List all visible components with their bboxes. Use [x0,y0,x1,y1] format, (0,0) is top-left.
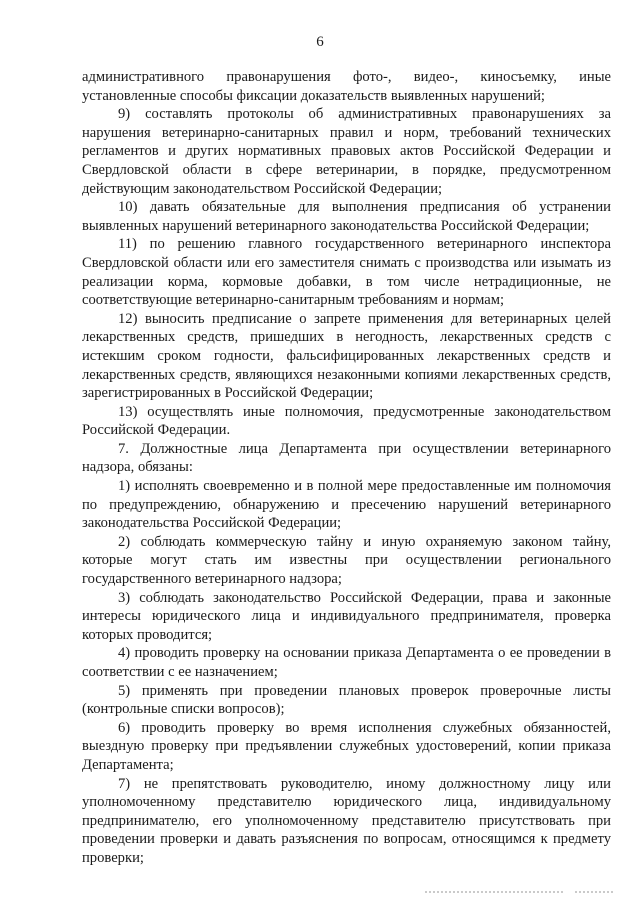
paragraph-duty-1: 1) исполнять своевременно и в полной мере предоставленные им полномочия по предупреждению, обнаружению и пресечению нарушений ветеринарного законодательства Российской Федерации; [82,478,611,532]
scan-artifact-line [575,891,615,893]
paragraph-section-7: 7. Должностные лица Департамента при осуществлении ветеринарного надзора, обязаны: [82,440,611,476]
paragraph-item-13: 13) осуществлять иные полномочия, предусмотренные законодательством Российской Федерации. [82,403,611,439]
paragraph-duty-3: 3) соблюдать законодательство Российской Федерации, права и законные интересы юридического лица и индивидуального предпринимателя, проверка которых проводится; [82,589,611,643]
paragraph-duty-4: 4) проводить проверку на основании приказа Департамента о ее проведении в соответствии с ее назначением; [82,645,611,680]
paragraph-item-12: 12) выносить предписание о запрете применения для ветеринарных целей лекарственных средств, пришедших в негодность, лекарственных средств с истекшим сроком годности, фальсифицированных лекарственных средств и лекарственных средств, являющихся незаконными копиями лекарственных средств, зарегистрированных в Российской Федерации; [82,310,611,402]
paragraph-item-10: 10) давать обязательные для выполнения предписания об устранении выявленных нарушений ветеринарного законодательства Российской Федерации; [82,199,611,234]
document-body [82,68,611,868]
paragraph-item-11: 11) по решению главного государственного ветеринарного инспектора Свердловской области или его заместителя снимать с производства или изымать из реализации корма, кормовые добавки, в том числе нетрадиционные, не соответствующие ветеринарно-санитарным требованиям и нормам; [82,236,611,309]
paragraph-duty-5: 5) применять при проведении плановых проверок проверочные листы (контрольные списки вопросов); [82,682,611,718]
paragraph-duty-2: 2) соблюдать коммерческую тайну и иную охраняемую законом тайну, которые могут стать им известны при осуществлении регионального государственного ветеринарного надзора; [82,533,611,588]
paragraph-item-9: 9) составлять протоколы об административных правонарушениях за нарушения ветеринарно-санитарных правил и норм, требований технических регламентов и других нормативных правовых актов Российской Федерации и Свердловской области в сфере ветеринарии, в порядке, предусмотренном действующим законодательством Российской Федерации; [82,106,611,197]
page-number: 6 [316,34,324,50]
paragraph-continuation: административного правонарушения фото-, видео-, киносъемку, иные установленные способы фиксации доказательств выявленных нарушений; [82,69,611,104]
scan-artifact-line [425,891,565,893]
paragraph-duty-7: 7) не препятствовать руководителю, иному должностному лицу или уполномоченному представителю юридического лица, индивидуальному предпринимателю, его уполномоченному представителю присутствовать при проведении проверки и давать разъяснения по вопросам, относящимся к предмету проверки; [82,775,611,866]
paragraph-duty-6: 6) проводить проверку во время исполнения служебных обязанностей, выездную проверку при предъявлении служебных удостоверений, копии приказа Департамента; [82,719,611,773]
